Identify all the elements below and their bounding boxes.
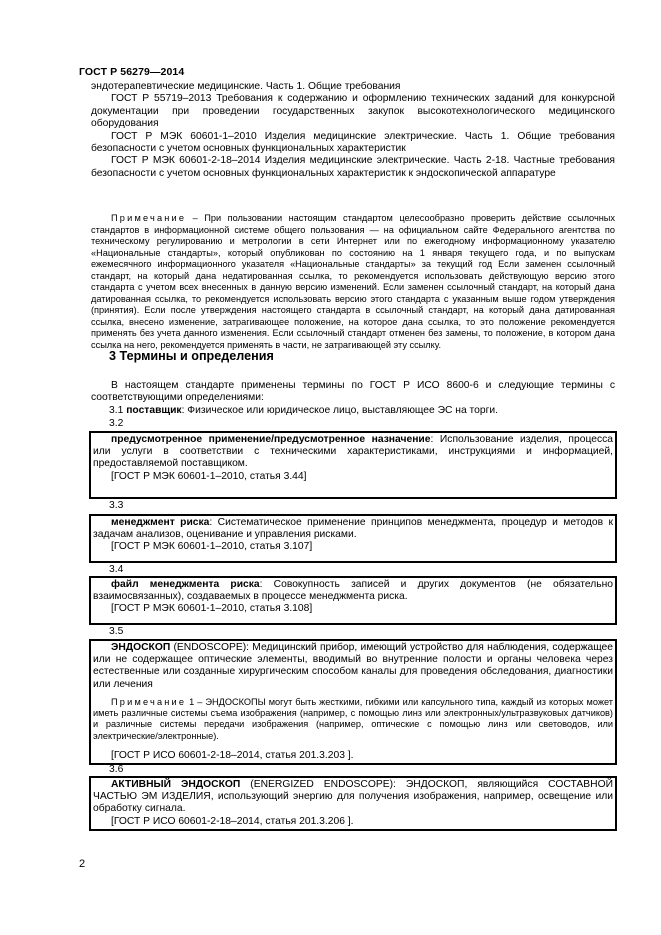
term-name: файл менеджмента риска [111,579,260,590]
term-number-3-2: 3.2 [109,418,124,429]
term-source: [ГОСТ Р МЭК 60601-1–2010, статья 3.108] [111,603,313,615]
note-label: Примечание [111,696,187,707]
term-box-3-6 [89,776,617,831]
term-source: [ГОСТ Р ИСО 60601-2-18–2014, статья 201.3.203 ]. [111,750,354,761]
term-definition: : Использование изделия, процесса или услуги в соответствии с техническими характеристиками, инструкциями и информацией, предоставляемой поставщиком. [93,434,613,470]
term-box-3-2 [89,431,617,499]
term-number-3-4: 3.4 [109,564,124,575]
term-name: ЭНДОСКОП [111,642,171,653]
term-source: [ГОСТ Р МЭК 60601-1–2010, статья 3.107] [111,541,313,553]
term-name: АКТИВНЫЙ ЭНДОСКОП [111,779,241,790]
section-intro: В настоящем стандарте применены термины по ГОСТ Р ИСО 8600-6 и следующие термины с соответствующими определениями: [91,380,615,404]
term-source: [ГОСТ Р МЭК 60601-1–2010, статья 3.44] [111,470,307,482]
term-number-3-6: 3.6 [109,764,124,775]
reference-note [91,213,615,351]
page-number: 2 [79,858,86,870]
reference-iec-60601-2-18: ГОСТ Р МЭК 60601-2-18–2014 Изделия медицинские электрические. Часть 2-18. Частные требования безопасности с учетом основных функциональных характеристик к эндоскопической аппаратуре [91,155,615,179]
term-definition: : Совокупность записей и других документов (не обязательно взаимосвязанных), создаваемых в процессе менеджмента риска. [93,579,613,603]
term-number-3-3: 3.3 [109,500,124,511]
term-box-3-3 [89,514,617,563]
term-number-3-5: 3.5 [109,626,124,637]
term-name: поставщик [126,405,182,416]
term-box-3-4 [89,576,617,625]
note-label: Примечание [111,213,187,223]
reference-line-1: эндотерапевтические медицинские. Часть 1. Общие требования [91,81,401,92]
term-note [93,697,613,742]
term-source: [ГОСТ Р ИСО 60601-2-18–2014, статья 201.3.206 ]. [111,815,354,827]
reference-iec-60601-1: ГОСТ Р МЭК 60601-1–2010 Изделия медицинские электрические. Часть 1. Общие требования безопасности с учетом основных функциональных характеристик [91,130,615,155]
term-3-1 [109,405,498,417]
reference-list [91,81,615,180]
reference-gost-55719: ГОСТ Р 55719–2013 Требования к содержанию и оформлению технических заданий для конкурсной документации при проведении государственных закупок высокотехнологического медицинского оборудования [91,93,615,130]
document-header: ГОСТ Р 56279—2014 [79,66,185,78]
term-definition: : Систематическое применение принципов менеджмента, процедур и методов к задачам анализов, оценивание и управления рисками. [93,517,613,541]
term-box-3-5 [89,639,617,765]
term-number: 3.1 [109,405,124,416]
term-definition: : Физическое или юридическое лицо, выставляющее ЭС на торги. [181,405,498,416]
section-title: 3 Термины и определения [109,349,274,363]
term-definition: (ENDOSCOPE): Медицинский прибор, имеющий устройство для наблюдения, содержащее или не содержащее оптические элементы, вводимый во внутренние полости и органы человека через естественные или созданные хирургическим способом каналы для проведения обследования, диагностики или лечения [93,642,613,690]
term-definition: (ENERGIZED ENDOSCOPE): ЭНДОСКОП, являющийся СОСТАВНОЙ ЧАСТЬЮ ЭМ ИЗДЕЛИЯ, использующий энергию для получения изображения, например, освещение или обработку сигнала. [93,779,613,815]
note-text: – При пользовании настоящим стандартом целесообразно проверить действие ссылочных стандартов в информационной системе общего пользования — на официальном сайте Федерального агентства по техническому регулированию и метрологии в сети Интернет или по ежегодному информационному указателю «Национальные стандарты», который опубликован по состоянию на 1 января текущего года, и по выпускам ежемесячного информационного указателя «Национальные стандарты» за текущий год Если заменен ссылочный стандарт, на который дана недатированная ссылка, то рекомендуется использовать действующую версию этого стандарта с учетом всех внесенных в данную версию изменений. Если заменен ссылочный стандарт, на который дана датированная ссылка, то рекомендуется использовать версию этого стандарта с указанным выше годом утверждения (принятия). Если после утверждения настоящего стандарта в ссылочный стандарт, на который дана датированная ссылка, внесено изменение, затрагивающее положение, на которое дана ссылка, то это положение рекомендуется применять без учета данного изменения. Если ссылочный стандарт отменен без замены, то положение, в котором дана ссылка на него, рекомендуется применять в части, не затрагивающей эту ссылку. [91,213,615,350]
term-name: предусмотренное применение/предусмотренное назначение [111,434,431,445]
note-text: 1 – ЭНДОСКОПЫ могут быть жесткими, гибкими или капсульного типа, каждый из которых может иметь различные системы съема изображения (например, с помощью линз или электронных/ультразвуковых датчиков) и различные системы передачи изображения (например, оптические с помощью линз или световодов, или электрические/электронные). [93,696,613,741]
term-name: менеджмент риска [111,517,210,528]
